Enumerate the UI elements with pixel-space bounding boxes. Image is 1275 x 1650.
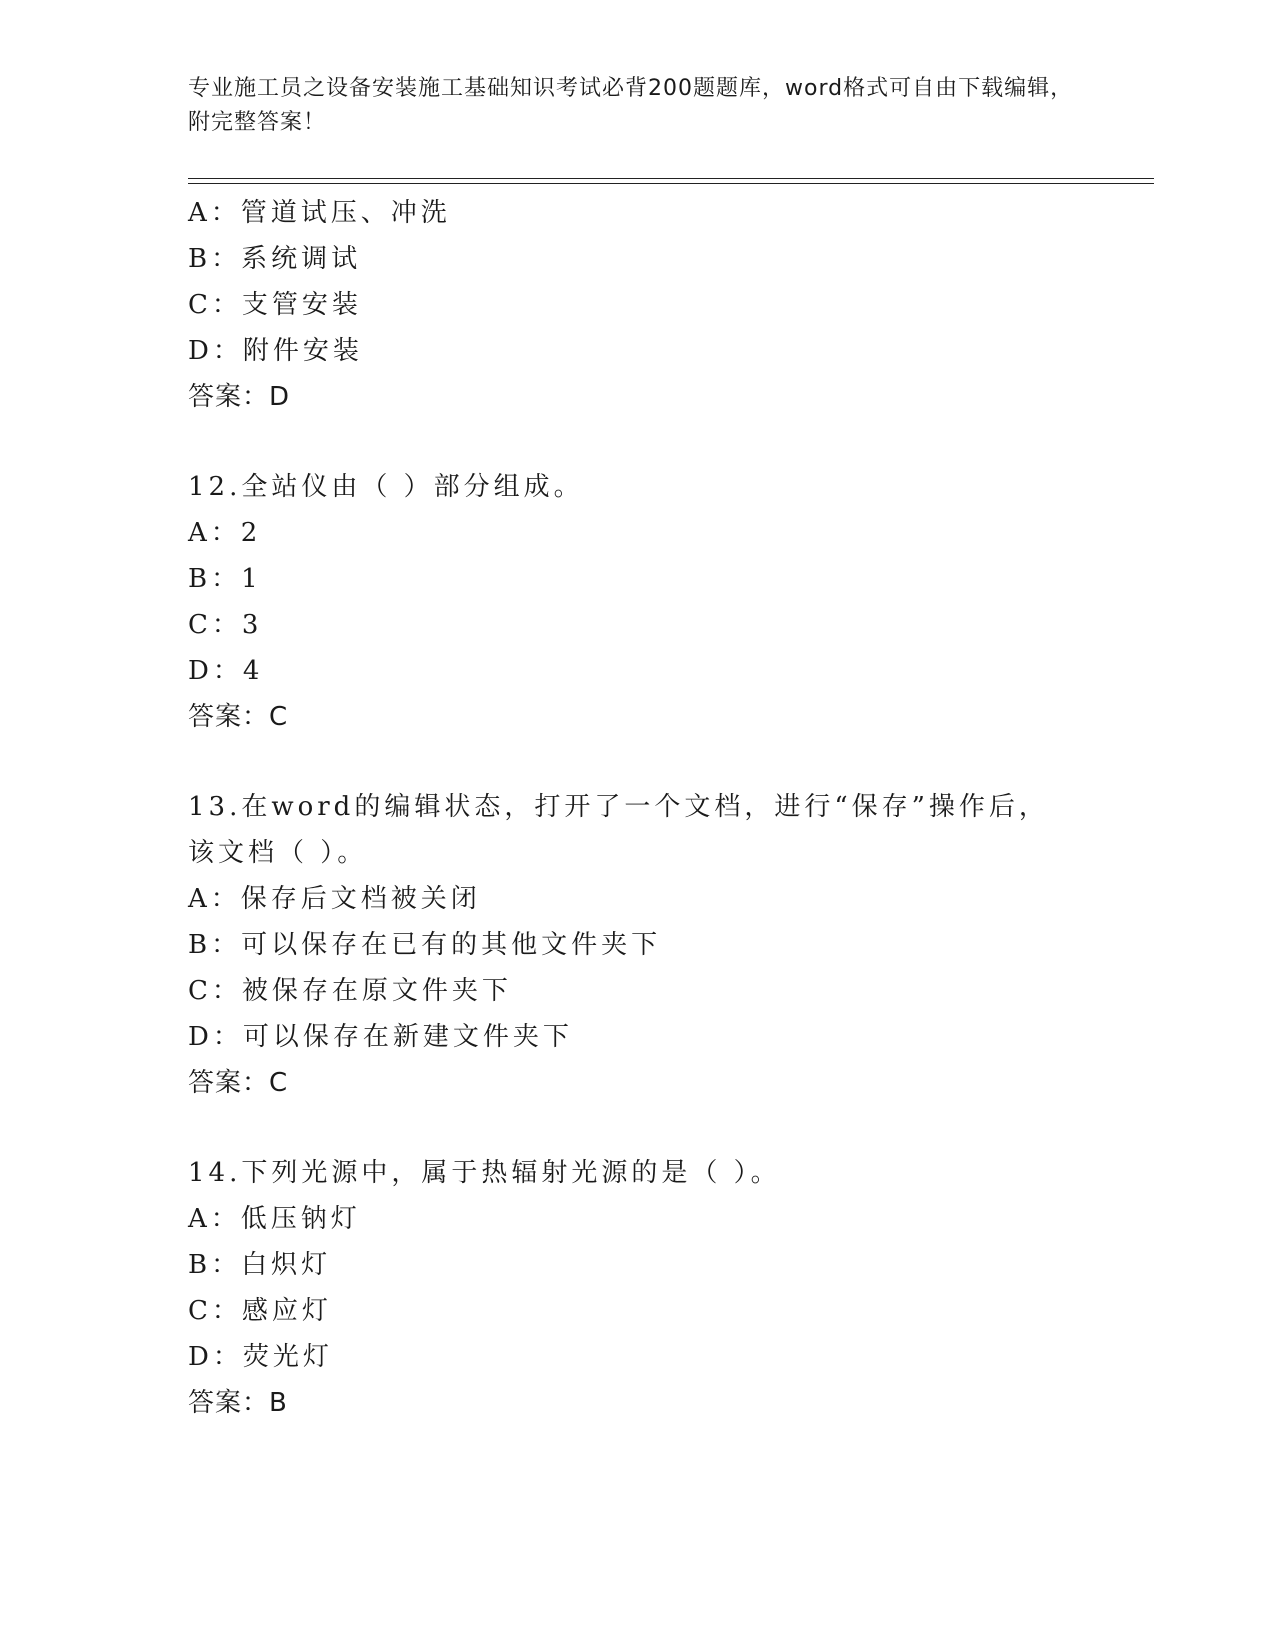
question-block-13 [188, 784, 1148, 1106]
option-c: C：被保存在原文件夹下 [188, 976, 512, 1006]
option-d: D：附件安装 [188, 336, 363, 366]
answer-line: 答案：C [188, 702, 289, 732]
option-a: A：保存后文档被关闭 [188, 884, 481, 914]
option-b: B：白炽灯 [188, 1250, 332, 1280]
option-c: C：3 [188, 610, 263, 640]
question-block-12 [188, 464, 1148, 740]
answer-line: 答案：D [188, 382, 291, 412]
question-block-prev [188, 190, 1148, 420]
document-header: 专业施工员之设备安装施工基础知识考试必背200题题库，word格式可自由下载编辑，附完整答案！ [188, 76, 1074, 135]
question-title: 12.全站仪由（ ）部分组成。 [188, 472, 584, 502]
answer-line: 答案：C [188, 1068, 289, 1098]
option-d: D：荧光灯 [188, 1342, 333, 1372]
option-b: B：系统调试 [188, 244, 362, 274]
option-a: A：2 [188, 518, 262, 548]
question-title: 14.下列光源中，属于热辐射光源的是（ ）。 [188, 1158, 781, 1188]
option-c: C：支管安装 [188, 290, 362, 320]
question-list [188, 190, 1148, 1426]
spacer [188, 740, 1148, 784]
header-rule-top [188, 178, 1154, 179]
option-a: A：低压钠灯 [188, 1204, 361, 1234]
option-d: D：4 [188, 656, 264, 686]
option-b: B：可以保存在已有的其他文件夹下 [188, 930, 662, 960]
option-a: A：管道试压、冲洗 [188, 198, 451, 228]
question-title: 13.在word的编辑状态，打开了一个文档，进行“保存”操作后，该文档（ ）。 [188, 792, 1049, 868]
header-rule-bottom [188, 183, 1154, 184]
option-c: C：感应灯 [188, 1296, 332, 1326]
option-b: B：1 [188, 564, 262, 594]
spacer [188, 1106, 1148, 1150]
question-block-14 [188, 1150, 1148, 1426]
spacer [188, 420, 1148, 464]
option-d: D：可以保存在新建文件夹下 [188, 1022, 573, 1052]
answer-line: 答案：B [188, 1388, 288, 1418]
